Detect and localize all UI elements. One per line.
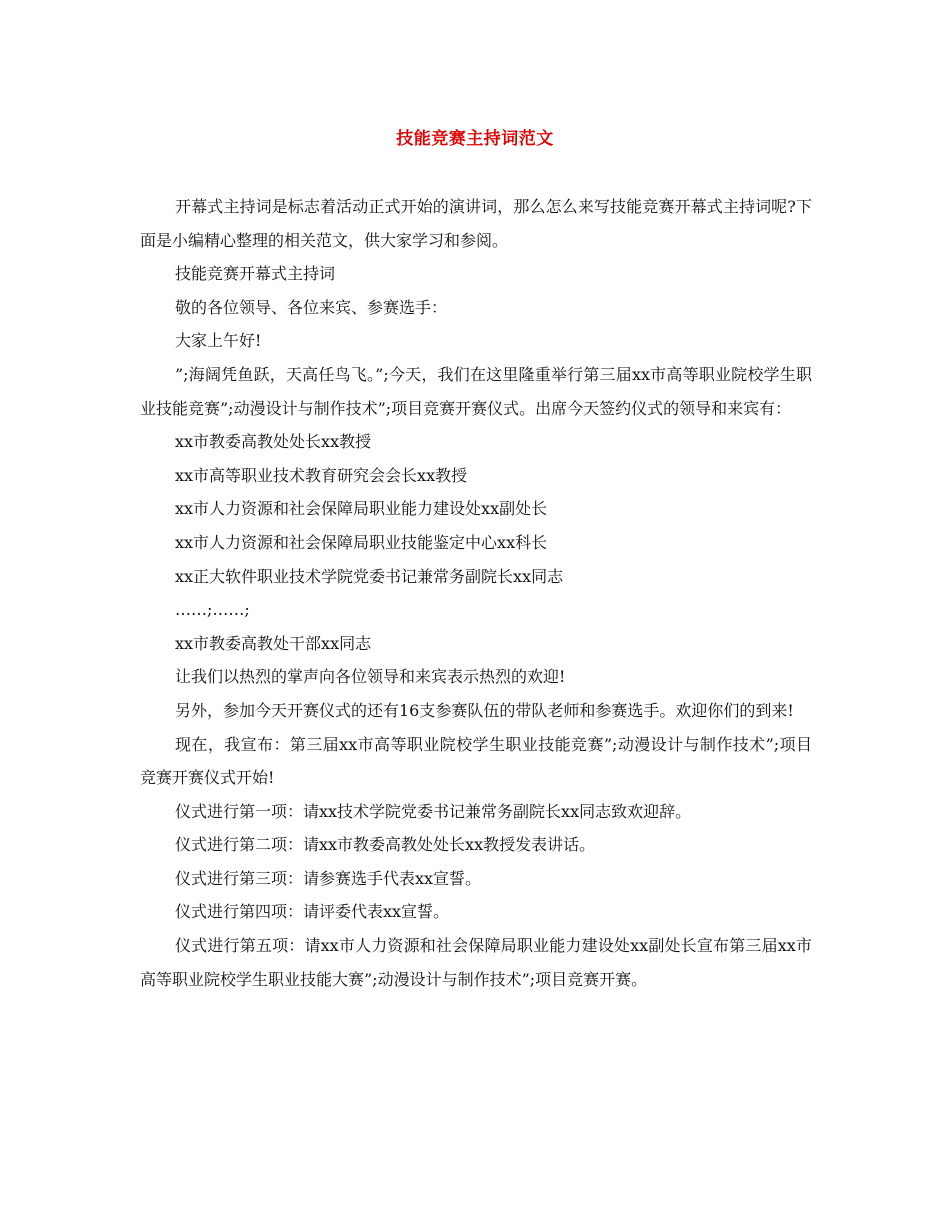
document-body xyxy=(140,190,812,996)
paragraph-guest-3: xx市人力资源和社会保障局职业能力建设处xx副处长 xyxy=(175,499,548,519)
paragraph-item-3: 仪式进行第三项：请参赛选手代表xx宣誓。 xyxy=(175,868,482,888)
paragraph-guest-5: xx正大软件职业技术学院党委书记兼常务副院长xx同志 xyxy=(175,566,564,586)
paragraph-item-5: 仪式进行第五项：请xx市人力资源和社会保障局职业能力建设处xx副处长宣布第三届xx市高等职业院校学生职业技能大赛”;动漫设计与制作技术”;项目竞赛开赛。 xyxy=(140,936,812,989)
paragraph-salutation: 敬的各位领导、各位来宾、参赛选手： xyxy=(175,297,448,317)
paragraph-item-1: 仪式进行第一项：请xx技术学院党委书记兼常务副院长xx同志致欢迎辞。 xyxy=(175,801,692,821)
paragraph-item-2: 仪式进行第二项：请xx市教委高教处处长xx教授发表讲话。 xyxy=(175,835,596,855)
paragraph-greeting: 大家上午好! xyxy=(175,331,262,351)
paragraph-guest-6: xx市教委高教处干部xx同志 xyxy=(175,633,372,653)
paragraph-opening: ”;海阔凭鱼跃，天高任鸟飞。”;今天，我们在这里隆重举行第三届xx市高等职业院校学生职业技能竞赛”;动漫设计与制作技术”;项目竞赛开赛仪式。出席今天签约仪式的领导和来宾有： xyxy=(140,364,812,418)
paragraph-teams: 另外，参加今天开赛仪式的还有16支参赛队伍的带队老师和参赛选手。欢迎你们的到来! xyxy=(175,700,794,720)
paragraph-guest-2: xx市高等职业技术教育研究会会长xx教授 xyxy=(175,465,468,485)
paragraph-subtitle: 技能竞赛开幕式主持词 xyxy=(175,264,336,284)
paragraph-ellipsis: ……;……; xyxy=(175,600,250,620)
paragraph-intro: 开幕式主持词是标志着活动正式开始的演讲词，那么怎么来写技能竞赛开幕式主持词呢?下面是小编精心整理的相关范文，供大家学习和参阅。 xyxy=(140,197,812,250)
paragraph-welcome: 让我们以热烈的掌声向各位领导和来宾表示热烈的欢迎! xyxy=(175,667,566,687)
document-title: 技能竞赛主持词范文 xyxy=(396,129,554,149)
paragraph-guest-4: xx市人力资源和社会保障局职业技能鉴定中心xx科长 xyxy=(175,532,548,552)
paragraph-item-4: 仪式进行第四项：请评委代表xx宣誓。 xyxy=(175,902,450,922)
paragraph-guest-1: xx市教委高教处处长xx教授 xyxy=(175,432,372,452)
paragraph-announcement: 现在，我宣布：第三届xx市高等职业院校学生职业技能竞赛”;动漫设计与制作技术”;项目竞赛开赛仪式开始! xyxy=(140,734,812,788)
